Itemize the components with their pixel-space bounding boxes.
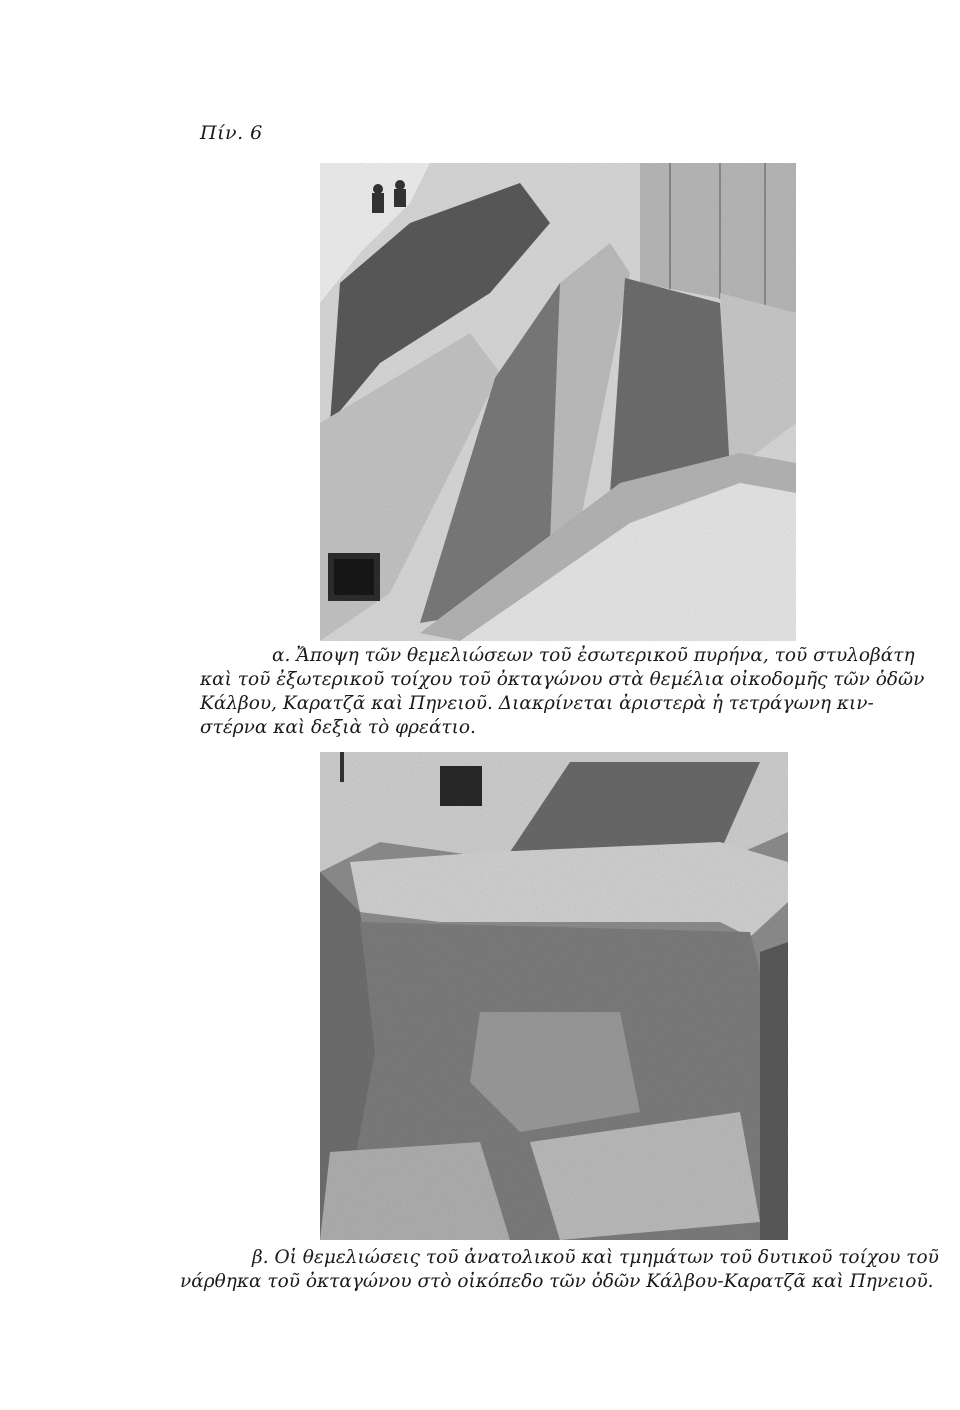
plate-label: Πίν. 6 bbox=[200, 122, 263, 144]
excavation-photo-b bbox=[320, 752, 788, 1240]
caption-line: α. Ἄποψη τῶν θεμελιώσεων τοῦ ἐσωτερικοῦ πυρήνα, τοῦ στυλοβάτη bbox=[272, 645, 915, 666]
figure-a-caption bbox=[200, 644, 925, 740]
caption-line: νάρθηκα τοῦ ὀκταγώνου στὸ οἰκόπεδο τῶν ὁδῶν Κάλβου-Καρατζᾶ καὶ Πηνειοῦ. bbox=[180, 1271, 934, 1292]
figure-b-caption bbox=[180, 1246, 939, 1294]
caption-line: Κάλβου, Καρατζᾶ καὶ Πηνειοῦ. Διακρίνεται ἀριστερὰ ἡ τετράγωνη κιν- bbox=[200, 693, 874, 714]
caption-line: β. Οἱ θεμελιώσεις τοῦ ἀνατολικοῦ καὶ τμημάτων τοῦ δυτικοῦ τοίχου τοῦ bbox=[252, 1247, 939, 1268]
caption-line: καὶ τοῦ ἐξωτερικοῦ τοίχου τοῦ ὀκταγώνου στὰ θεμέλια οἰκοδομῆς τῶν ὁδῶν bbox=[200, 669, 925, 690]
caption-line: στέρνα καὶ δεξιὰ τὸ φρεάτιο. bbox=[200, 717, 476, 738]
excavation-photo-a bbox=[320, 163, 796, 641]
